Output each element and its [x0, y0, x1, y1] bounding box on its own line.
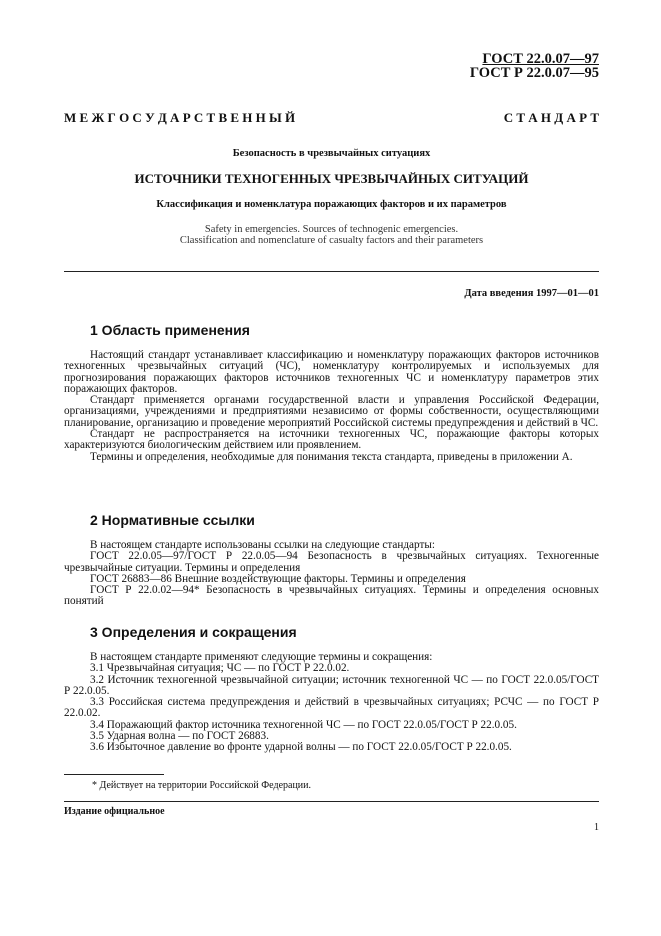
paragraph: 3.2 Источник техногенной чрезвычайной ситуации; источник техногенной ЧС — по ГОСТ 22.0.05/ГОСТ Р 22.0.05.: [64, 673, 599, 697]
paragraph: Стандарт не распространяется на источники техногенных ЧС, поражающие факторы которых характеризуются биологическим действием или проявлением.: [64, 428, 599, 452]
edition-divider: [64, 801, 599, 802]
section-2-heading: 2 Нормативные ссылки: [90, 512, 255, 528]
paragraph: Термины и определения, необходимые для понимания текста стандарта, приведены в приложении А.: [90, 450, 573, 463]
banner-word-standard: С Т А Н Д А Р Т: [503, 110, 599, 125]
paragraph: 3.4 Поражающий фактор источника техногенной ЧС — по ГОСТ 22.0.05/ГОСТ Р 22.0.05.: [90, 718, 517, 731]
document-code-primary: ГОСТ 22.0.07—97: [482, 51, 599, 67]
footnote-text: * Действует на территории Российской Федерации.: [92, 780, 311, 791]
document-code-secondary: ГОСТ Р 22.0.07—95: [469, 65, 599, 81]
subtitle: Классификация и номенклатура поражающих факторов и их параметров: [156, 199, 507, 210]
main-title: ИСТОЧНИКИ ТЕХНОГЕННЫХ ЧРЕЗВЫЧАЙНЫХ СИТУАЦИЙ: [134, 171, 529, 186]
paragraph: 3.1 Чрезвычайная ситуация; ЧС — по ГОСТ Р 22.0.02.: [90, 662, 350, 675]
paragraph: 3.6 Избыточное давление во фронте ударной волны — по ГОСТ 22.0.05/ГОСТ Р 22.0.05.: [90, 741, 512, 754]
english-title: [64, 224, 599, 246]
paragraph: ГОСТ Р 22.0.02—94* Безопасность в чрезвычайных ситуациях. Термины и определения основных понятий: [64, 584, 599, 608]
paragraph: ГОСТ 26883—86 Внешние воздействующие факторы. Термины и определения: [90, 572, 466, 585]
section-1-heading: 1 Область применения: [90, 322, 250, 338]
english-title-line-1: Safety in emergencies. Sources of technogenic emergencies.: [204, 224, 459, 235]
paragraph: В настоящем стандарте применяют следующие термины и сокращения:: [90, 651, 433, 663]
section-3-heading: 3 Определения и сокращения: [90, 624, 297, 640]
paragraph: Стандарт применяется органами государственной власти и управления Российской Федерации, организациями, учреждениями и предприятиями независимо от формы собственности, осуществляющими планирование, организацию и проведение мероприятий Российской системы предупреждения и действий в ЧС.: [64, 394, 599, 429]
paragraph: 3.5 Ударная волна — по ГОСТ 26883.: [90, 730, 269, 743]
section-1-body: [64, 350, 599, 463]
page-number: 1: [594, 822, 599, 833]
introduction-date: Дата введения 1997—01—01: [464, 288, 599, 299]
paragraph: Настоящий стандарт устанавливает классификацию и номенклатуру поражающих факторов источников техногенных чрезвычайных ситуаций (ЧС), номенклатуру контролируемых и используемых для прогнозирования поражающих факторов источников техногенных ЧС и номенклатуру параметров этих поражающих факторов.: [64, 349, 599, 395]
footnote: [64, 780, 599, 791]
official-edition-label: Издание официальное: [64, 806, 165, 817]
section-2-body: [64, 540, 599, 608]
paragraph: 3.3 Российская система предупреждения и действий в чрезвычайных ситуациях; РСЧС — по ГОСТ Р 22.0.02.: [64, 696, 599, 720]
footnote-divider: [64, 774, 164, 775]
category-title: Безопасность в чрезвычайных ситуациях: [232, 148, 431, 159]
header-divider: [64, 271, 599, 272]
paragraph: В настоящем стандарте использованы ссылки на следующие стандарты:: [90, 539, 435, 551]
standard-banner: [64, 110, 599, 126]
english-title-line-2: Classification and nomenclature of casualty factors and their parameters: [179, 235, 484, 246]
banner-word-interstate: М Е Ж Г О С У Д А Р С Т В Е Н Н Ы Й: [64, 110, 296, 125]
section-3-body: [64, 652, 599, 754]
paragraph: ГОСТ 22.0.05—97/ГОСТ Р 22.0.05—94 Безопасность в чрезвычайных ситуациях. Техногенные чрезвычайные ситуации. Термины и определения: [64, 550, 599, 574]
